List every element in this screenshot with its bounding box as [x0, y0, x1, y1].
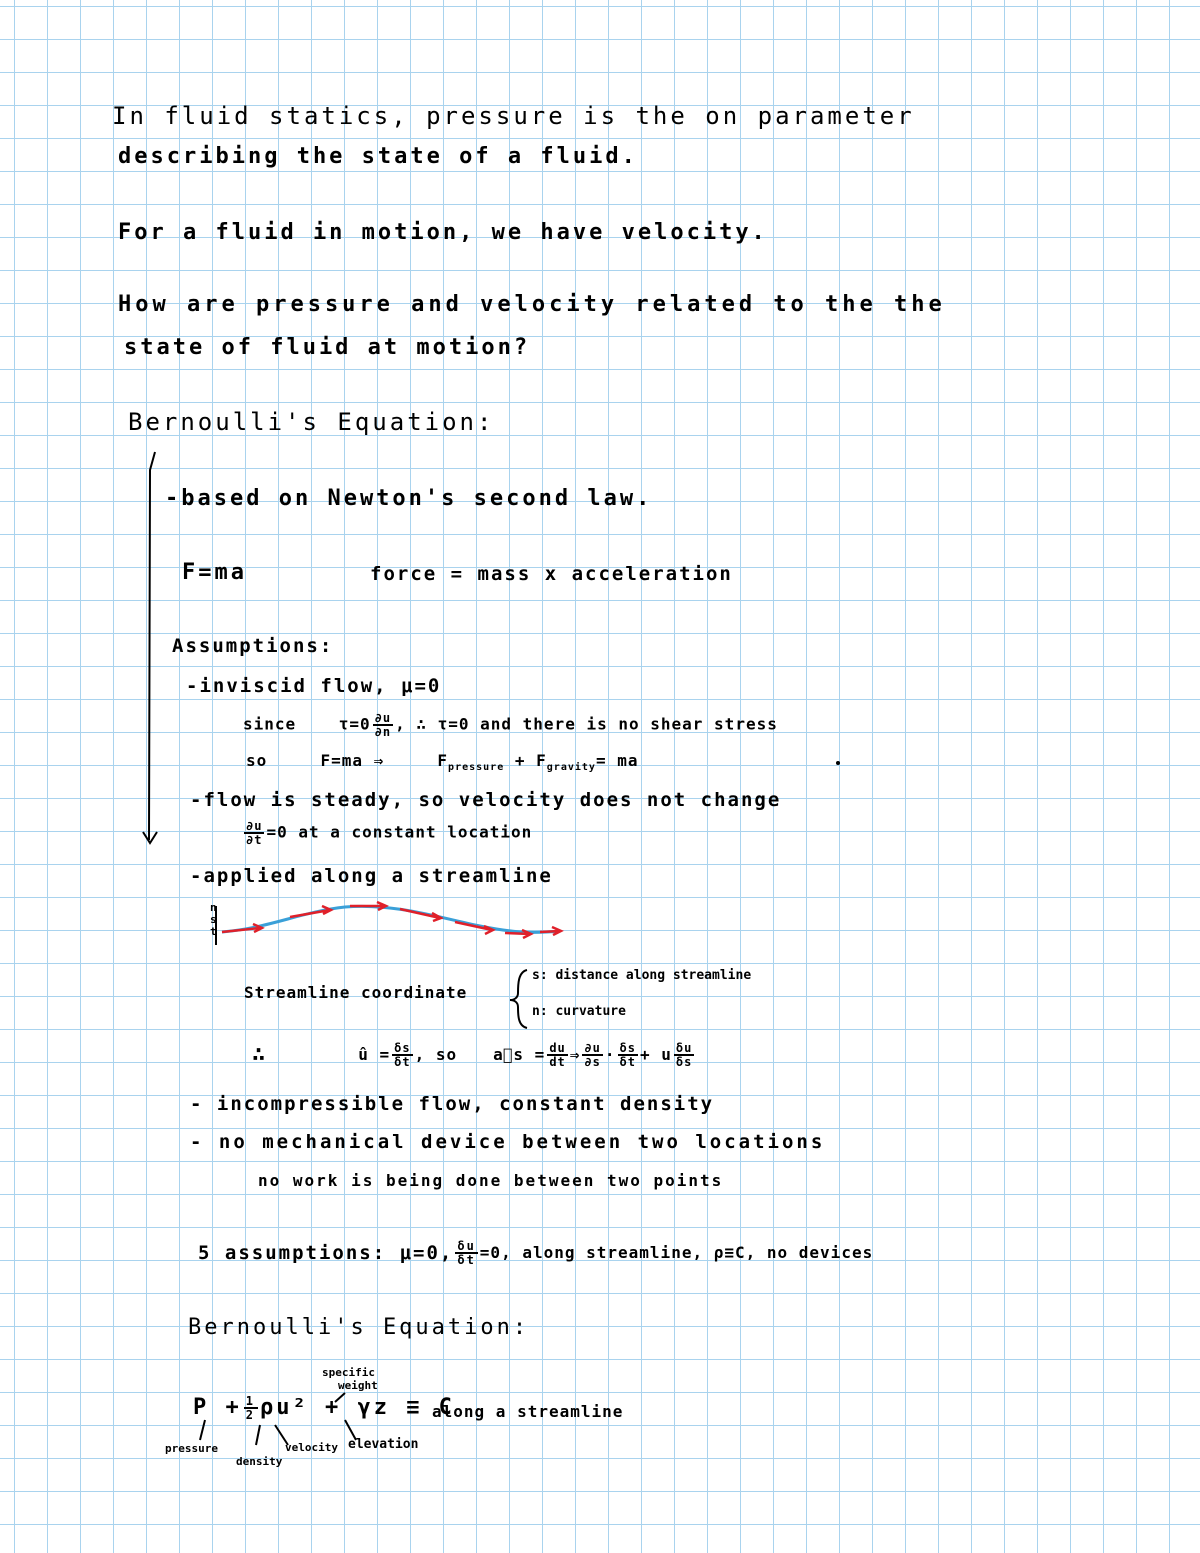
label-specific: specific — [322, 1366, 375, 1379]
fma-equation: F=ma — [182, 560, 247, 585]
pointer-pressure — [200, 1420, 205, 1440]
frac-den: δt — [619, 1055, 636, 1069]
no-work-line: no work is being done between two points — [258, 1171, 724, 1190]
since-word: since — [243, 714, 297, 734]
frac-num: 1 — [245, 1394, 256, 1408]
du-dn-fraction — [373, 712, 393, 738]
pointer-density — [256, 1425, 260, 1445]
frac-den: δs — [675, 1055, 693, 1069]
frac-den: dt — [549, 1055, 566, 1069]
frac-num: ∂u — [374, 711, 392, 725]
ds-dt-fraction-2 — [618, 1042, 638, 1068]
steady-rest: =0 at a constant location — [266, 822, 533, 842]
assumptions-title: Assumptions: — [172, 635, 334, 657]
vertical-bracket — [149, 452, 155, 840]
since-tau: τ=0 — [338, 714, 371, 734]
brace-n-definition: n: curvature — [532, 1004, 626, 1019]
force-symbol: F — [536, 751, 547, 770]
bullet-newton: -based on Newton's second law. — [165, 486, 653, 511]
no-device-bullet: - no mechanical device between two locations — [190, 1131, 826, 1153]
so-word: so — [246, 751, 268, 770]
du-dt-total-fraction — [547, 1042, 567, 1068]
streamline-coordinate-label: Streamline coordinate — [244, 983, 468, 1002]
heading-bernoulli-2: Bernoulli's Equation: — [188, 1315, 530, 1340]
label-velocity: velocity — [285, 1441, 338, 1454]
brace-s-definition: s: distance along streamline — [532, 968, 752, 983]
frac-num: δs — [394, 1041, 411, 1055]
streamline-curve — [222, 906, 560, 932]
frac-num: δs — [619, 1041, 636, 1055]
intro-line-4: How are pressure and velocity related to the the — [118, 292, 946, 317]
inviscid-title: -inviscid flow, μ=0 — [186, 675, 442, 697]
equals-ma: = ma — [595, 751, 639, 770]
force-pressure — [437, 751, 505, 774]
label-pressure: pressure — [165, 1442, 218, 1455]
frac-num: ∂u — [584, 1041, 601, 1055]
steady-line — [242, 820, 532, 846]
streamline-title: -applied along a streamline — [190, 865, 553, 887]
intro-line-2: describing the state of a fluid. — [118, 144, 638, 169]
axis-label-s: s — [210, 913, 217, 926]
du-dt-fraction-3 — [455, 1240, 477, 1266]
so-word: , so — [414, 1045, 458, 1064]
intro-line-3: For a fluid in motion, we have velocity. — [118, 220, 768, 245]
force-gravity — [536, 751, 596, 774]
inviscid-since-line — [243, 712, 778, 738]
a-lhs: a⃗s = — [493, 1045, 546, 1064]
frac-num: ∂u — [246, 819, 263, 833]
frac-den: δt — [394, 1055, 411, 1069]
five-assumptions-rest: =0, along streamline, ρ≡C, no devices — [479, 1243, 874, 1262]
du-ds-fraction-2 — [674, 1042, 694, 1068]
frac-den: ∂t — [246, 833, 263, 847]
ds-dt-fraction — [392, 1042, 412, 1068]
incompressible-bullet: - incompressible flow, constant density — [190, 1093, 715, 1115]
plus-u: + u — [639, 1045, 672, 1064]
axis-label-n: n — [210, 901, 217, 914]
intro-line-5: state of fluid at motion? — [124, 335, 531, 360]
bernoulli-rest: ρu² + γz ≡ C — [259, 1395, 455, 1420]
frac-den: 2 — [245, 1408, 256, 1422]
axis-labels — [210, 902, 217, 938]
inviscid-so-line — [246, 753, 638, 773]
label-weight: weight — [338, 1379, 378, 1392]
dot-symbol: · — [604, 1045, 616, 1064]
frac-num: δu — [675, 1041, 693, 1055]
force-symbol: F — [437, 751, 449, 770]
heading-bernoulli-1: Bernoulli's Equation: — [128, 408, 495, 436]
label-elevation: elevation — [348, 1437, 419, 1452]
frac-den: ∂s — [584, 1055, 601, 1069]
du-ds-fraction — [582, 1042, 602, 1068]
frac-den: ∂n — [374, 725, 392, 739]
implies-symbol: ⇒ — [569, 1045, 581, 1064]
therefore-symbol: ∴ — [252, 1042, 267, 1067]
frac-num: δu — [457, 1239, 476, 1253]
du-dt-fraction — [244, 820, 264, 846]
five-assumptions-start: 5 assumptions: μ=0, — [198, 1241, 454, 1264]
one-half-fraction — [244, 1395, 258, 1421]
bernoulli-equation — [193, 1395, 455, 1421]
frac-num: du — [549, 1041, 566, 1055]
derivative-line — [252, 1042, 696, 1068]
axis-label-t: t — [210, 925, 217, 938]
stray-dot — [836, 761, 840, 765]
label-density: density — [236, 1455, 283, 1468]
intro-line-1: In fluid statics, pressure is the on parameter — [112, 102, 915, 130]
steady-title: -flow is steady, so velocity does not change — [190, 789, 782, 811]
left-brace — [510, 970, 527, 1028]
fma-description: force = mass x acceleration — [370, 563, 733, 585]
frac-den: δt — [457, 1253, 476, 1267]
so-fma: F=ma ⇒ — [320, 751, 385, 770]
along-streamline-label: along a streamline — [432, 1402, 624, 1421]
force-gravity-sub: gravity — [546, 762, 596, 774]
plus-sign: + — [514, 751, 526, 770]
u-lhs: û = — [358, 1045, 391, 1064]
since-rest: , ∴ τ=0 and there is no shear stress — [395, 714, 778, 734]
bernoulli-p-term: P + — [193, 1395, 242, 1420]
force-pressure-sub: pressure — [448, 762, 505, 774]
five-assumptions-line — [198, 1240, 873, 1266]
